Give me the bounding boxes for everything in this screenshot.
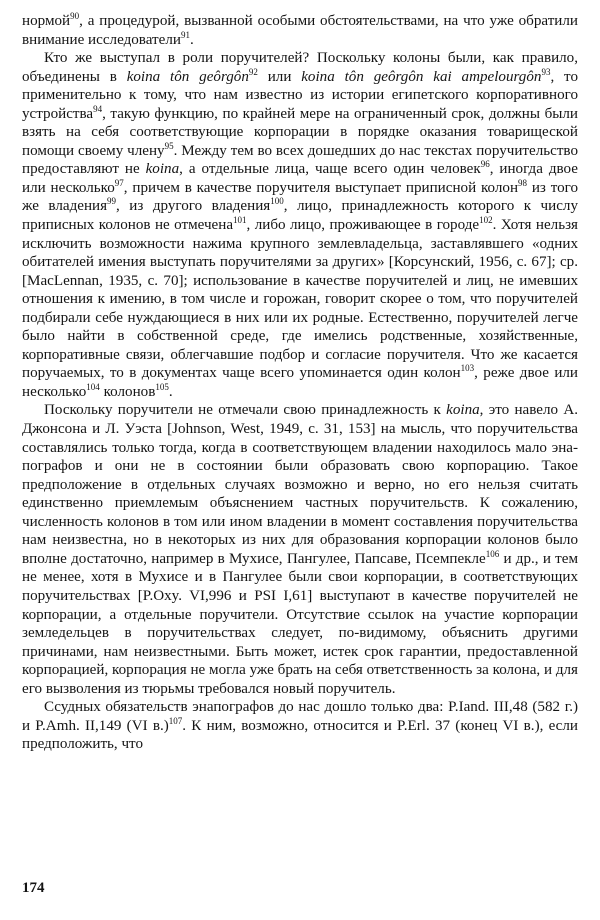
footnote-ref: 105 (155, 381, 169, 392)
text-run: . Между тем во всех дошедших до нас текстах поручительство предоставляют не (22, 142, 578, 178)
text-run: . Хотя нельзя исключить возможности нажима крупного землевладельца, заставлявшего «одних обитателей имения выступать поручителями за других» [Корсунский, 1956, с. 67]; ср. [MacLennan, 1935, с. 70]; использование в качестве поручителей и лиц, не имевших отношения к имению, в том числе и горожан, говорит скорее о том, что поручителей подбирали себе нуждающиеся в них или их родные. Естественно, поручителей легче было найти в собственной среде, где имелись родственные, хозяйственные, корпоративные связи, облегчавшие подбор и согласие поручителя. Что же касается поручаемых, то в документах чаще всего упоминается один колон (22, 217, 578, 382)
paragraph (22, 698, 578, 754)
footnote-ref: 98 (518, 177, 528, 188)
text-run: , реже двое или несколько (22, 365, 579, 400)
text-run: , а отдельные лица, чаще всего один человек (179, 161, 481, 178)
text-run: Кто же выступал в роли поручителей? Поскольку колоны были, как правило, объединены в (22, 50, 578, 85)
text-run: , это навело А. Джонсона и Л. Уэста [Johnson, West, 1949, с. 31, 153] на мысль, что поручительства составлялись только тогда, когда в соответствующем владении находилось мало энапографов и они не в состоянии были образовать свою корпорацию. Такое предположение в отдельных случаях возможно и верно, но его нельзя считать единственно приемлемым объяснением частных поручительств. К сожалению, численность колонов в том или ином владении в момент составления поручительства нам неизвестна, но в некоторых из них для образования корпорации колонов было вполне достаточно, например в Мухисе, Пангулее, Папсаве, Псемпекле (22, 402, 578, 567)
footnote-ref: 100 (270, 196, 284, 207)
text-run: , иногда двое или несколько (22, 161, 578, 196)
footnote-ref: 90 (70, 11, 80, 21)
text-run: . (189, 31, 194, 48)
text-run: , причем в качестве поручителя выступает приписной колон (123, 179, 519, 196)
text-run: Ссудных обязательств энапографов до нас дошло только два: P.Iand. III,48 (582 г.) и P.Amh. II,149 (VI в.) (22, 699, 578, 734)
text-run: , либо лицо, проживающее в городе (246, 217, 480, 234)
footnote-ref: 94 (93, 103, 103, 114)
footnote-ref: 92 (248, 66, 258, 77)
text-run: , из другого владения (116, 198, 271, 215)
footnote-ref: 91 (180, 29, 190, 40)
body-text (22, 12, 578, 754)
text-run: и др., и тем не менее, хотя в Мухисе и в Пангулее были свои корпорации, в соответствующих поручительствах [P.Oxy. VI,996 и PSI I,61] выступают в качестве поручителей не корпорации, а отдельные поручители. Отсутствие ссылок на участие корпорации земледельцев в поручительствах следует, по-видимому, объяснить другими причинами, нам неизвестными. Быть может, истек срок гарантии, предоставленной корпорацией, корпорация не могла уже брать на себя ответственность за колона, и для его вызволения из тюрьмы требовался новый поручитель. (22, 550, 579, 697)
text-run: , лицо, принадлежность которого к числу приписных колонов не отмечена (22, 198, 578, 234)
text-run: Поскольку поручители не отмечали свою принадлежность к (44, 402, 447, 419)
text-run: , то применительно к тому, что нам известно из истории египетского корпоративного устройства (22, 68, 578, 122)
footnote-ref: 104 (86, 381, 100, 392)
text-run: из того же владения (22, 179, 578, 215)
text-run: колонов (99, 383, 156, 400)
italic-term: koina (145, 161, 180, 178)
text-run: , такую функцию, по крайней мере на ограниченный срок, должны были взять на себя соответствующие корпорации в порядке оказания товарищеской помощи своему члену (22, 105, 578, 159)
footnote-ref: 95 (164, 140, 174, 151)
footnote-ref: 106 (485, 548, 500, 559)
footnote-ref: 93 (541, 66, 551, 77)
italic-term: koina (446, 402, 480, 419)
text-run: нормой (22, 13, 71, 29)
italic-term: koina tôn geôrgôn kai ampelourgôn (301, 68, 542, 85)
paragraph (22, 12, 578, 49)
page-number: 174 (22, 880, 45, 896)
text-run: . (168, 383, 173, 400)
footnote-ref: 102 (479, 215, 493, 226)
text-run: или (257, 68, 302, 85)
footnote-ref: 99 (107, 196, 117, 207)
footnote-ref: 101 (233, 215, 247, 226)
footnote-ref: 97 (114, 177, 124, 188)
footnote-ref: 96 (480, 159, 490, 170)
paragraph (22, 401, 578, 698)
italic-term: koina tôn geôrgôn (126, 68, 249, 85)
paragraph (22, 49, 578, 401)
footnote-ref: 107 (168, 715, 183, 726)
text-run: , а процедурой, вызванной особыми обстоятельствами, на что уже обратили внимание исследователи (22, 13, 578, 48)
footnote-ref: 103 (460, 363, 475, 374)
document-page (22, 12, 578, 754)
text-run: . К ним, возможно, относится и P.Erl. 37 (конец VI в.), если предположить, что (22, 717, 578, 753)
